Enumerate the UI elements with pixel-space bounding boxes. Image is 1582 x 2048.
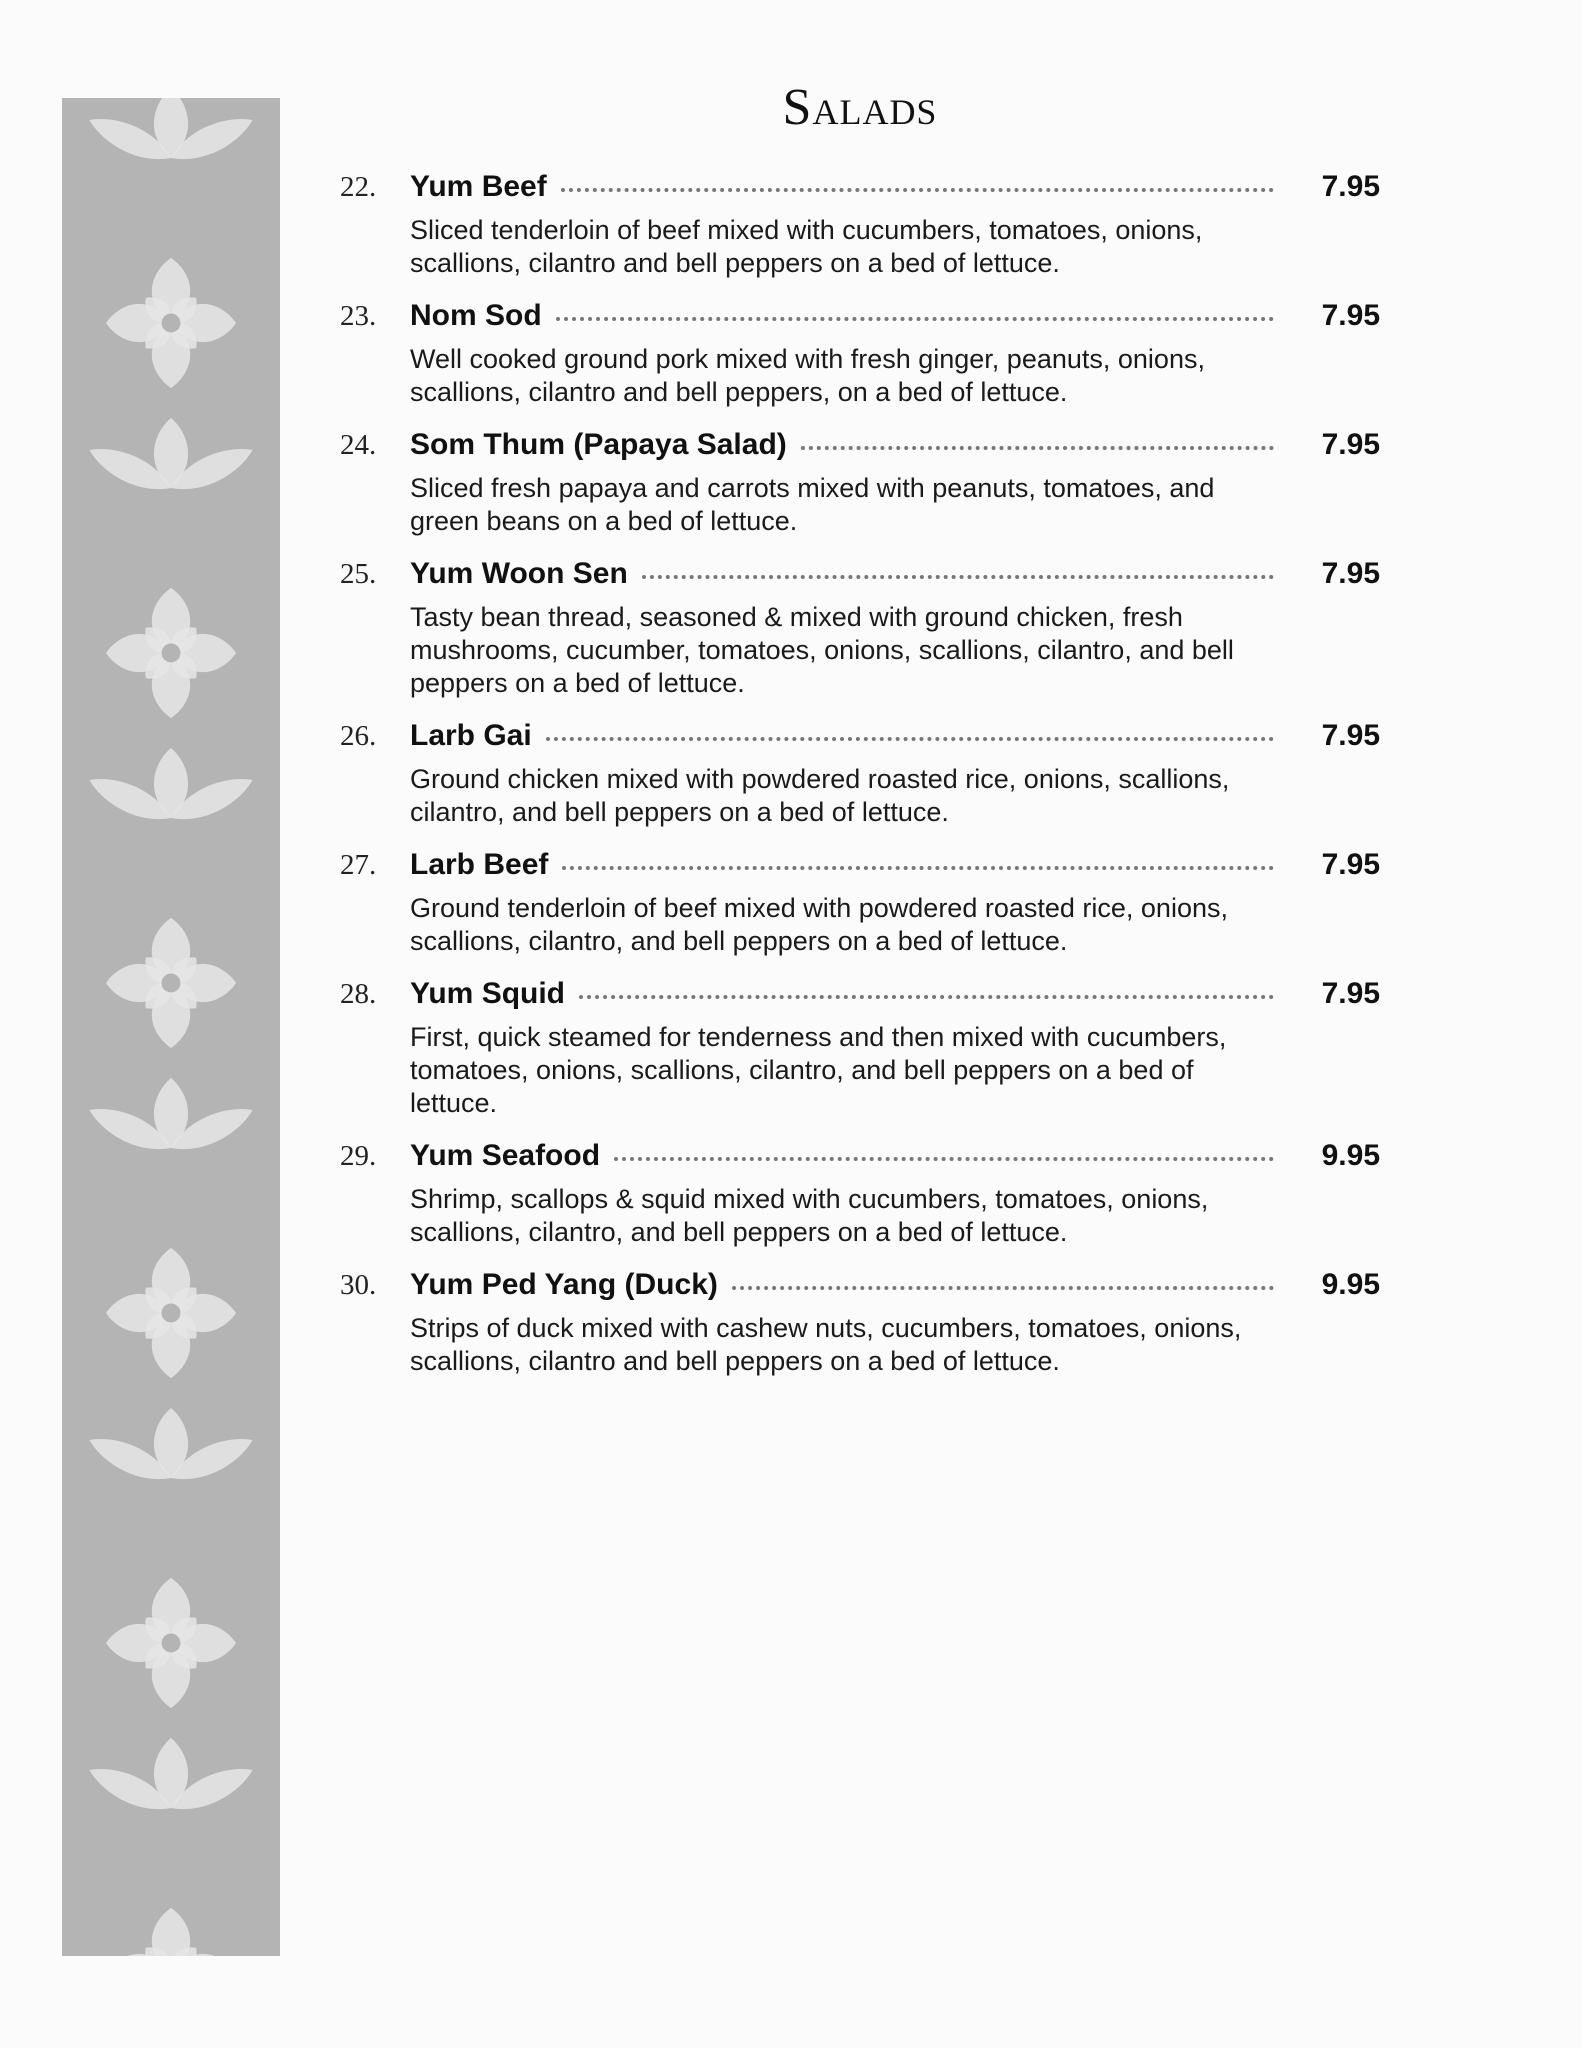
- dot-leader: [556, 307, 1274, 321]
- pattern-center: [162, 644, 181, 663]
- item-name: Som Thum (Papaya Salad): [410, 428, 787, 461]
- decorative-side-band: [62, 98, 280, 1956]
- item-name: Yum Squid: [410, 977, 566, 1010]
- menu-item-header: [340, 977, 1380, 1021]
- item-price: 9.95: [1321, 1268, 1380, 1301]
- dot-leader: [579, 985, 1274, 999]
- item-name: Larb Gai: [410, 719, 532, 752]
- menu-item-header: [340, 428, 1380, 472]
- item-description: Sliced fresh papaya and carrots mixed with peanuts, tomatoes, and green beans on a bed of lettuce.: [410, 473, 1215, 536]
- menu-item: [340, 1139, 1380, 1249]
- thai-floral-pattern: [62, 98, 280, 1956]
- menu-item: [340, 1268, 1380, 1378]
- menu-item-header: [340, 1268, 1380, 1312]
- item-number: 26.: [340, 720, 377, 752]
- menu-item: [340, 428, 1380, 538]
- item-price: 7.95: [1321, 428, 1380, 461]
- dot-leader: [614, 1147, 1274, 1161]
- dot-leader: [546, 727, 1274, 741]
- item-price: 7.95: [1321, 170, 1380, 203]
- pattern-center: [162, 1634, 181, 1653]
- menu-item-header: [340, 299, 1380, 343]
- dot-leader: [642, 565, 1274, 579]
- menu-item-header: [340, 848, 1380, 892]
- item-description: Sliced tenderloin of beef mixed with cucumbers, tomatoes, onions, scallions, cilantro and bell peppers on a bed of lettuce.: [410, 215, 1203, 278]
- item-price: 7.95: [1321, 848, 1380, 881]
- menu-item: [340, 557, 1380, 700]
- item-description: Strips of duck mixed with cashew nuts, cucumbers, tomatoes, onions, scallions, cilantro and bell peppers on a bed of lettuce.: [410, 1313, 1242, 1376]
- menu-item: [340, 719, 1380, 829]
- menu-item: [340, 170, 1380, 280]
- item-number: 27.: [340, 849, 377, 881]
- item-description: Ground tenderloin of beef mixed with powdered roasted rice, onions, scallions, cilantro, and bell peppers on a bed of lettuce.: [410, 893, 1228, 956]
- item-description: Well cooked ground pork mixed with fresh ginger, peanuts, onions, scallions, cilantro and bell peppers, on a bed of lettuce.: [410, 344, 1205, 407]
- item-description: Shrimp, scallops & squid mixed with cucumbers, tomatoes, onions, scallions, cilantro, and bell peppers on a bed of lettuce.: [410, 1184, 1209, 1247]
- item-name: Yum Ped Yang (Duck): [410, 1268, 718, 1301]
- item-number: 24.: [340, 429, 377, 461]
- item-price: 7.95: [1321, 977, 1380, 1010]
- dot-leader: [732, 1276, 1274, 1290]
- item-number: 28.: [340, 978, 377, 1010]
- page-title: Salads: [782, 79, 938, 136]
- menu-item: [340, 299, 1380, 409]
- dot-leader: [801, 436, 1274, 450]
- menu-item-header: [340, 1139, 1380, 1183]
- item-description: Tasty bean thread, seasoned & mixed with ground chicken, fresh mushrooms, cucumber, tomatoes, onions, scallions, cilantro, and bell peppers on a bed of lettuce.: [410, 602, 1234, 698]
- item-number: 22.: [340, 171, 377, 203]
- item-name: Nom Sod: [410, 299, 542, 332]
- item-price: 7.95: [1321, 719, 1380, 752]
- item-number: 30.: [340, 1269, 377, 1301]
- item-name: Yum Woon Sen: [410, 557, 628, 590]
- menu-item: [340, 848, 1380, 958]
- item-name: Yum Beef: [410, 170, 547, 203]
- pattern-center: [162, 1304, 181, 1323]
- menu-item-header: [340, 170, 1380, 214]
- menu-item: [340, 977, 1380, 1120]
- item-price: 7.95: [1321, 299, 1380, 332]
- item-name: Larb Beef: [410, 848, 549, 881]
- pattern-center: [162, 974, 181, 993]
- item-number: 25.: [340, 558, 377, 590]
- pattern-center: [162, 314, 181, 333]
- item-name: Yum Seafood: [410, 1139, 601, 1172]
- dot-leader: [561, 178, 1274, 192]
- item-number: 29.: [340, 1140, 377, 1172]
- dot-leader: [562, 856, 1274, 870]
- item-description: Ground chicken mixed with powdered roasted rice, onions, scallions, cilantro, and bell peppers on a bed of lettuce.: [410, 764, 1230, 827]
- item-price: 7.95: [1321, 557, 1380, 590]
- item-price: 9.95: [1321, 1139, 1380, 1172]
- item-description: First, quick steamed for tenderness and then mixed with cucumbers, tomatoes, onions, scallions, cilantro, and bell peppers on a bed of lettuce.: [410, 1022, 1227, 1118]
- menu-item-header: [340, 557, 1380, 601]
- item-number: 23.: [340, 300, 377, 332]
- menu-item-header: [340, 719, 1380, 763]
